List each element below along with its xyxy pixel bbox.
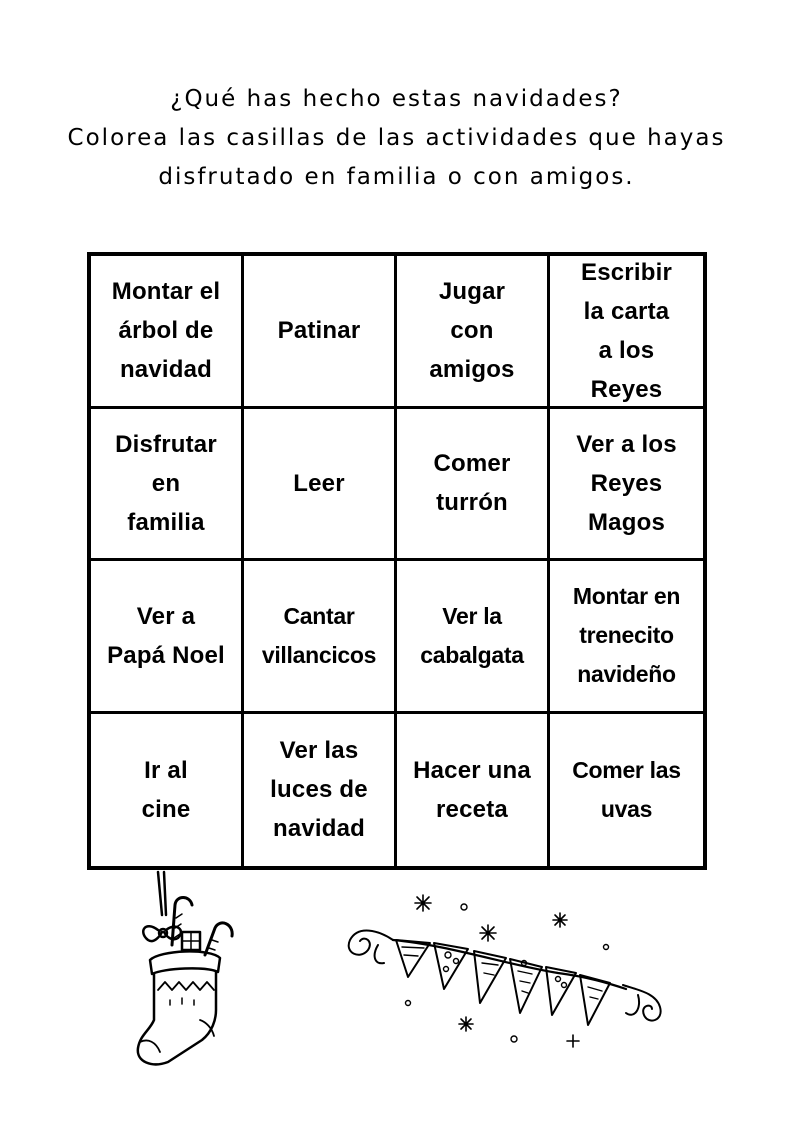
activity-cell[interactable]: [397, 409, 550, 562]
activity-cell[interactable]: [550, 256, 703, 409]
header-instruction-1: Colorea las casillas de las actividades que hayas: [67, 125, 726, 151]
activity-label: Cantar villancicos: [261, 602, 377, 668]
activity-cell[interactable]: [91, 409, 244, 562]
activity-label: Ver a Papá Noel: [107, 602, 225, 669]
activity-cell[interactable]: [91, 714, 244, 867]
activity-label: Ver a los Reyes Magos: [576, 430, 677, 536]
activity-label: Patinar: [277, 317, 361, 345]
instructions-header: [0, 80, 793, 197]
activity-label: Comer las uvas: [572, 756, 681, 822]
activity-label: Hacer una receta: [413, 756, 531, 823]
activity-label: Escribir la carta a los Reyes: [581, 258, 672, 403]
bunting-garland-icon: [338, 885, 668, 1055]
activity-cell[interactable]: [550, 409, 703, 562]
activity-cell[interactable]: [91, 561, 244, 714]
activity-label: Montar el árbol de navidad: [111, 278, 221, 384]
activity-cell[interactable]: [244, 409, 397, 562]
activity-cell[interactable]: [550, 561, 703, 714]
activity-cell[interactable]: [244, 561, 397, 714]
activity-cell[interactable]: [244, 256, 397, 409]
activity-label: Disfrutar en familia: [115, 430, 217, 536]
christmas-stocking-icon: [120, 870, 260, 1070]
activity-cell[interactable]: [244, 714, 397, 867]
activity-cell[interactable]: [397, 561, 550, 714]
activity-cell[interactable]: [91, 256, 244, 409]
activity-label: Ver la cabalgata: [420, 602, 524, 668]
activity-label: Leer: [293, 469, 345, 497]
activity-label: Montar en trenecito navideño: [572, 583, 681, 688]
header-question: ¿Qué has hecho estas navidades?: [170, 86, 623, 112]
activity-label: Comer turrón: [433, 450, 511, 517]
activity-cell[interactable]: [550, 714, 703, 867]
header-instruction-2: disfrutado en familia o con amigos.: [158, 164, 635, 190]
activity-label: Jugar con amigos: [429, 278, 515, 384]
activity-bingo-grid: [87, 252, 707, 870]
activity-cell[interactable]: [397, 714, 550, 867]
activity-label: Ir al cine: [141, 756, 191, 823]
activity-cell[interactable]: [397, 256, 550, 409]
activity-label: Ver las luces de navidad: [270, 737, 368, 843]
